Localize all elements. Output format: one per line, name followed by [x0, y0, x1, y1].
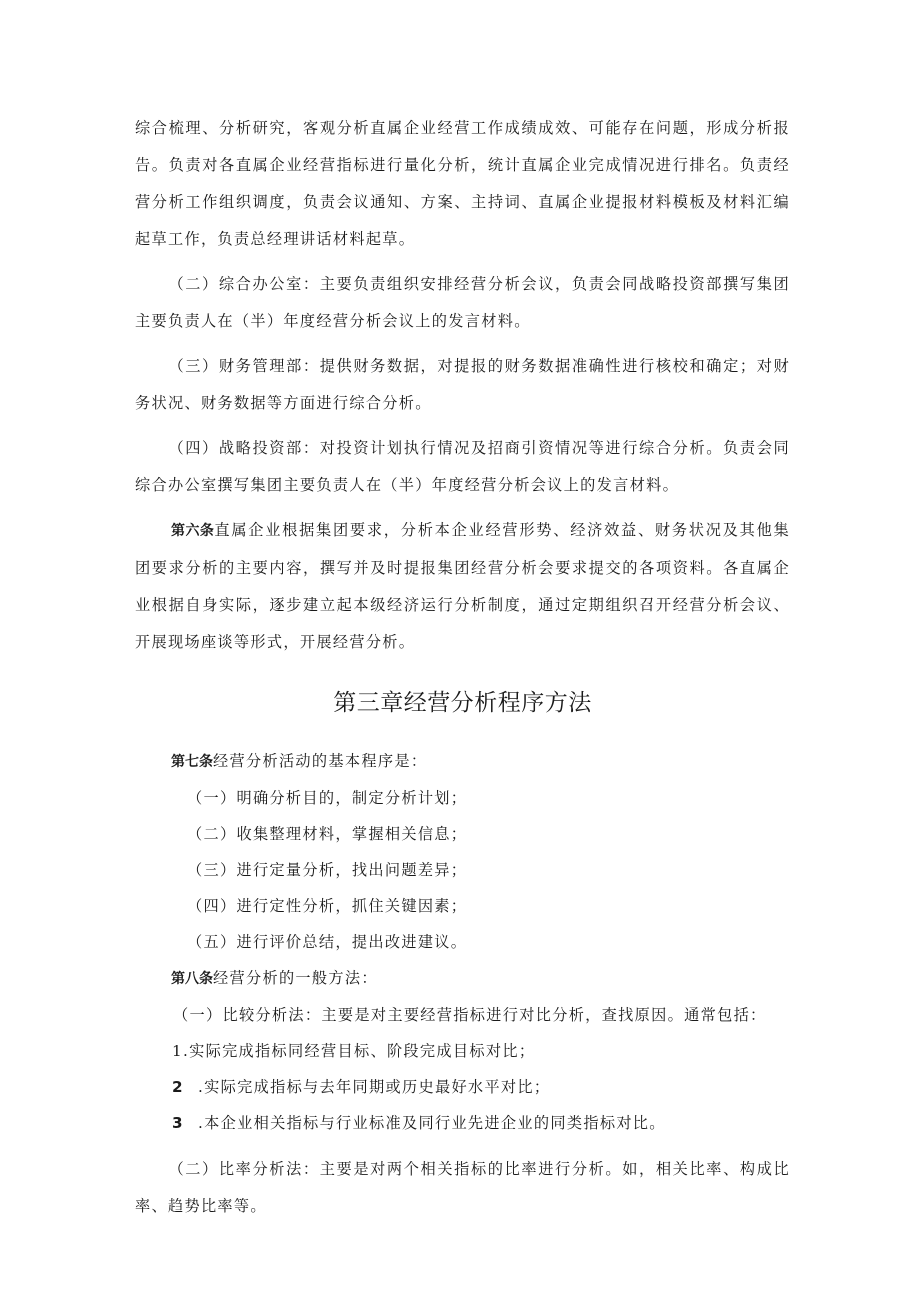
article-7	[135, 743, 790, 780]
comparison-sub-1: 1.实际完成指标同经营目标、阶段完成目标对比；	[172, 1042, 536, 1060]
article-7-text: 经营分析活动的基本程序是：	[213, 752, 428, 770]
article-8	[135, 960, 790, 997]
document-body	[135, 110, 790, 1233]
procedure-step-4: （四）进行定性分析，抓住关键因素；	[187, 897, 468, 915]
article-8-text: 经营分析的一般方法：	[213, 969, 378, 987]
article-7-label: 第七条	[171, 754, 213, 770]
paragraph-finance-dept: （三）财务管理部：提供财务数据，对提报的财务数据准确性进行核校和确定；对财务状况、财务数据等方面进行综合分析。	[135, 357, 790, 412]
paragraph-strategy-dept: （四）战略投资部：对投资计划执行情况及招商引资情况等进行综合分析。负责会同综合办公室撰写集团主要负责人在（半）年度经营分析会议上的发言材料。	[135, 439, 790, 494]
procedure-step-5: （五）进行评价总结，提出改进建议。	[187, 933, 468, 951]
comparison-sub-3	[135, 1105, 790, 1141]
paragraph-continuation: 综合梳理、分析研究，客观分析直属企业经营工作成绩成效、可能存在问题，形成分析报告。负责对各直属企业经营指标进行量化分析，统计直属企业完成情况进行排名。负责经营分析工作组织调度，负责会议通知、方案、主持词、直属企业提报材料模板及材料汇编起草工作，负责总经理讲话材料起草。	[135, 119, 790, 248]
article-6-text: 直属企业根据集团要求，分析本企业经营形势、经济效益、财务状况及其他集团要求分析的主要内容，撰写并及时提报集团经营分析会要求提交的各项资料。各直属企业根据自身实际，逐步建立起本级经济运行分析制度，通过定期组织召开经营分析会议、开展现场座谈等形式，开展经营分析。	[135, 521, 791, 651]
method-ratio: （二）比率分析法：主要是对两个相关指标的比率进行分析。如，相关比率、构成比率、趋势比率等。	[135, 1160, 790, 1215]
article-8-label: 第八条	[171, 971, 213, 987]
article-6-label: 第六条	[171, 523, 215, 539]
comparison-sub-3-number: 3	[172, 1114, 183, 1132]
procedure-step-3: （三）进行定量分析，找出问题差异；	[187, 861, 468, 879]
chapter-title: 第三章经营分析程序方法	[333, 690, 592, 716]
comparison-sub-3-text: .本企业相关指标与行业标准及同行业先进企业的同类指标对比。	[198, 1114, 666, 1132]
article-6	[135, 512, 790, 661]
comparison-sub-2-number: 2	[172, 1078, 183, 1096]
paragraph-general-office: （二）综合办公室：主要负责组织安排经营分析会议，负责会同战略投资部撰写集团主要负责人在（半）年度经营分析会议上的发言材料。	[135, 275, 790, 330]
method-comparison: （一）比较分析法：主要是对主要经营指标进行对比分析，查找原因。通常包括：	[173, 1006, 767, 1024]
procedure-step-2: （二）收集整理材料，掌握相关信息；	[187, 825, 468, 843]
comparison-sub-2	[135, 1069, 790, 1105]
comparison-sub-2-text: .实际完成指标与去年同期或历史最好水平对比；	[198, 1078, 551, 1096]
procedure-step-1: （一）明确分析目的，制定分析计划；	[187, 789, 468, 807]
